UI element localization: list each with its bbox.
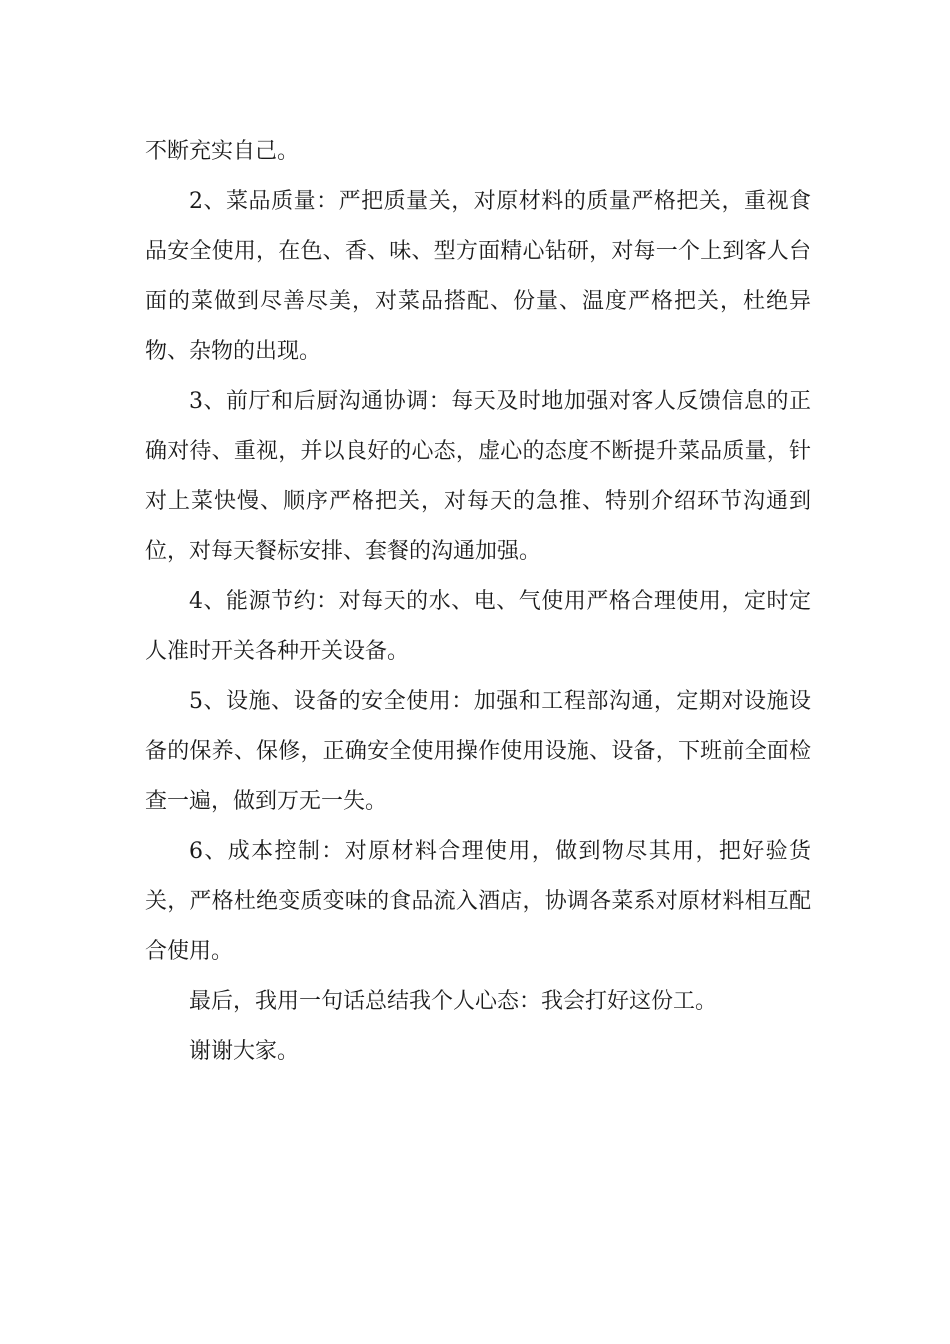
document-body xyxy=(145,127,811,1077)
paragraph-dish-quality: 2、菜品质量：严把质量关，对原材料的质量严格把关，重视食品安全使用，在色、香、味、型方面精心钻研，对每一个上到客人台面的菜做到尽善尽美，对菜品搭配、份量、温度严格把关，杜绝异物、杂物的出现。 xyxy=(145,189,811,364)
paragraph-front-back-communication: 3、前厅和后厨沟通协调：每天及时地加强对客人反馈信息的正确对待、重视，并以良好的心态，虚心的态度不断提升菜品质量，针对上菜快慢、顺序严格把关，对每天的急推、特别介绍环节沟通到位，对每天餐标安排、套餐的沟通加强。 xyxy=(145,389,811,564)
paragraph-equipment-safety: 5、设施、设备的安全使用：加强和工程部沟通，定期对设施设备的保养、保修，正确安全使用操作使用设施、设备，下班前全面检查一遍，做到万无一失。 xyxy=(145,689,811,814)
paragraph-conclusion: 最后，我用一句话总结我个人心态：我会打好这份工。 xyxy=(189,989,718,1014)
paragraph-cost-control: 6、成本控制：对原材料合理使用，做到物尽其用，把好验货关，严格杜绝变质变味的食品流入酒店，协调各菜系对原材料相互配合使用。 xyxy=(145,839,811,964)
paragraph-energy-saving: 4、能源节约：对每天的水、电、气使用严格合理使用，定时定人准时开关各种开关设备。 xyxy=(145,589,811,664)
paragraph-continuation: 不断充实自己。 xyxy=(145,139,300,164)
paragraph-thanks: 谢谢大家。 xyxy=(189,1039,300,1064)
